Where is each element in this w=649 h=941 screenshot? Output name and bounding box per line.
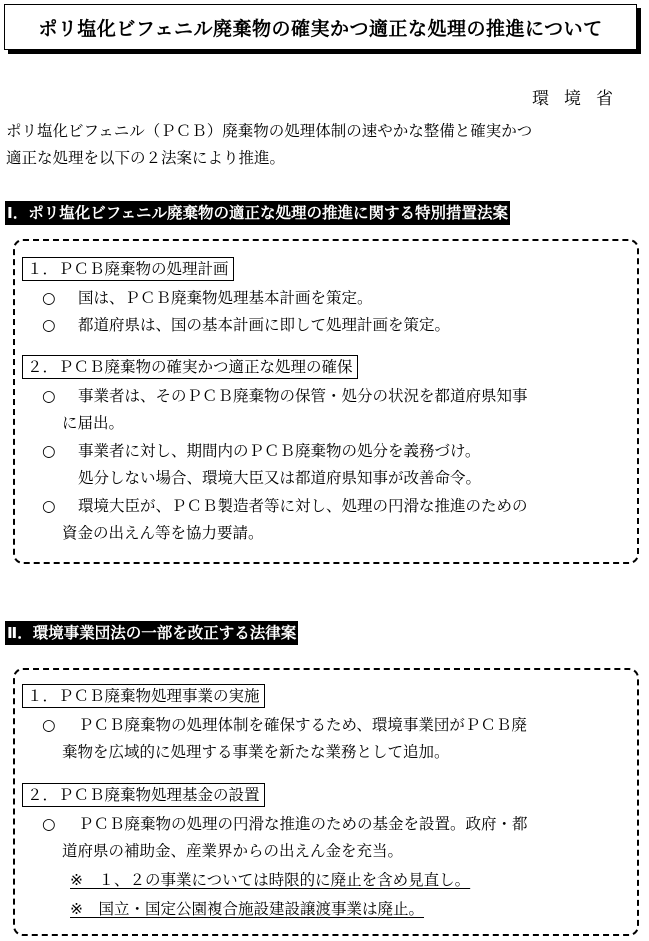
- item-text: 環境大臣が、ＰＣＢ製造者等に対し、処理の円滑な推進のための: [78, 497, 528, 515]
- list-item: [42, 383, 528, 437]
- note-line: ※ １、２の事業については時限的に廃止を含め見直し。: [70, 871, 471, 889]
- list-item: [42, 811, 528, 865]
- circle-bullet-icon: ○: [42, 289, 56, 307]
- section-2-title: Ⅱ．環境事業団法の一部を改正する法律案: [5, 621, 298, 645]
- note-line: ※ 国立・国定公園複合施設建設譲渡事業は廃止。: [70, 900, 424, 918]
- item-text: ＰＣＢ廃棄物の処理の円滑な推進のための基金を設置。政府・都: [78, 815, 528, 833]
- list-item: [42, 438, 481, 492]
- page-title: ポリ塩化ビフェニル廃棄物の確実かつ適正な処理の推進について: [4, 4, 637, 50]
- item-text: 事業者に対し、期間内のＰＣＢ廃棄物の処分を義務づけ。: [78, 442, 481, 460]
- item-text: 事業者は、そのＰＣＢ廃棄物の保管・処分の状況を都道府県知事: [78, 387, 528, 405]
- section-1-group-2-heading: ２．ＰＣＢ廃棄物の確実かつ適正な処理の確保: [22, 355, 358, 379]
- ministry-name: 環境省: [532, 89, 628, 109]
- item-text-continued: 道府県の補助金、産業界からの出えん金を充当。: [62, 842, 404, 860]
- list-item: [42, 493, 528, 547]
- item-text-continued: に届出。: [62, 414, 125, 432]
- list-item: [42, 285, 373, 312]
- section-1-group-1-heading: １．ＰＣＢ廃棄物の処理計画: [22, 257, 234, 281]
- list-item: [42, 712, 527, 766]
- list-item: [42, 312, 450, 339]
- item-text: 都道府県は、国の基本計画に即して処理計画を策定。: [78, 316, 451, 334]
- intro-line: ポリ塩化ビフェニル（ＰＣＢ）廃棄物の処理体制の速やかな整備と確実かつ: [6, 122, 533, 140]
- circle-bullet-icon: ○: [42, 716, 56, 734]
- section-1-title: Ⅰ．ポリ塩化ビフェニル廃棄物の適正な処理の推進に関する特別措置法案: [5, 201, 510, 225]
- section-2-group-2-heading: ２．ＰＣＢ廃棄物処理基金の設置: [22, 783, 265, 807]
- item-text: 国は、ＰＣＢ廃棄物処理基本計画を策定。: [78, 289, 373, 307]
- item-text-continued: 処分しない場合、環境大臣又は都道府県知事が改善命令。: [78, 469, 482, 487]
- item-text-continued: 資金の出えん等を協力要請。: [62, 524, 264, 542]
- item-text-continued: 棄物を広域的に処理する事業を新たな業務として追加。: [62, 743, 450, 761]
- circle-bullet-icon: ○: [42, 497, 56, 515]
- intro-paragraph: [6, 118, 641, 172]
- section-2-group-1-heading: １．ＰＣＢ廃棄物処理事業の実施: [22, 684, 265, 708]
- intro-line: 適正な処理を以下の２法案により推進。: [6, 149, 286, 167]
- circle-bullet-icon: ○: [42, 442, 56, 460]
- circle-bullet-icon: ○: [42, 316, 56, 334]
- item-text: ＰＣＢ廃棄物の処理体制を確保するため、環境事業団がＰＣＢ廃: [78, 716, 527, 734]
- circle-bullet-icon: ○: [42, 387, 56, 405]
- circle-bullet-icon: ○: [42, 815, 56, 833]
